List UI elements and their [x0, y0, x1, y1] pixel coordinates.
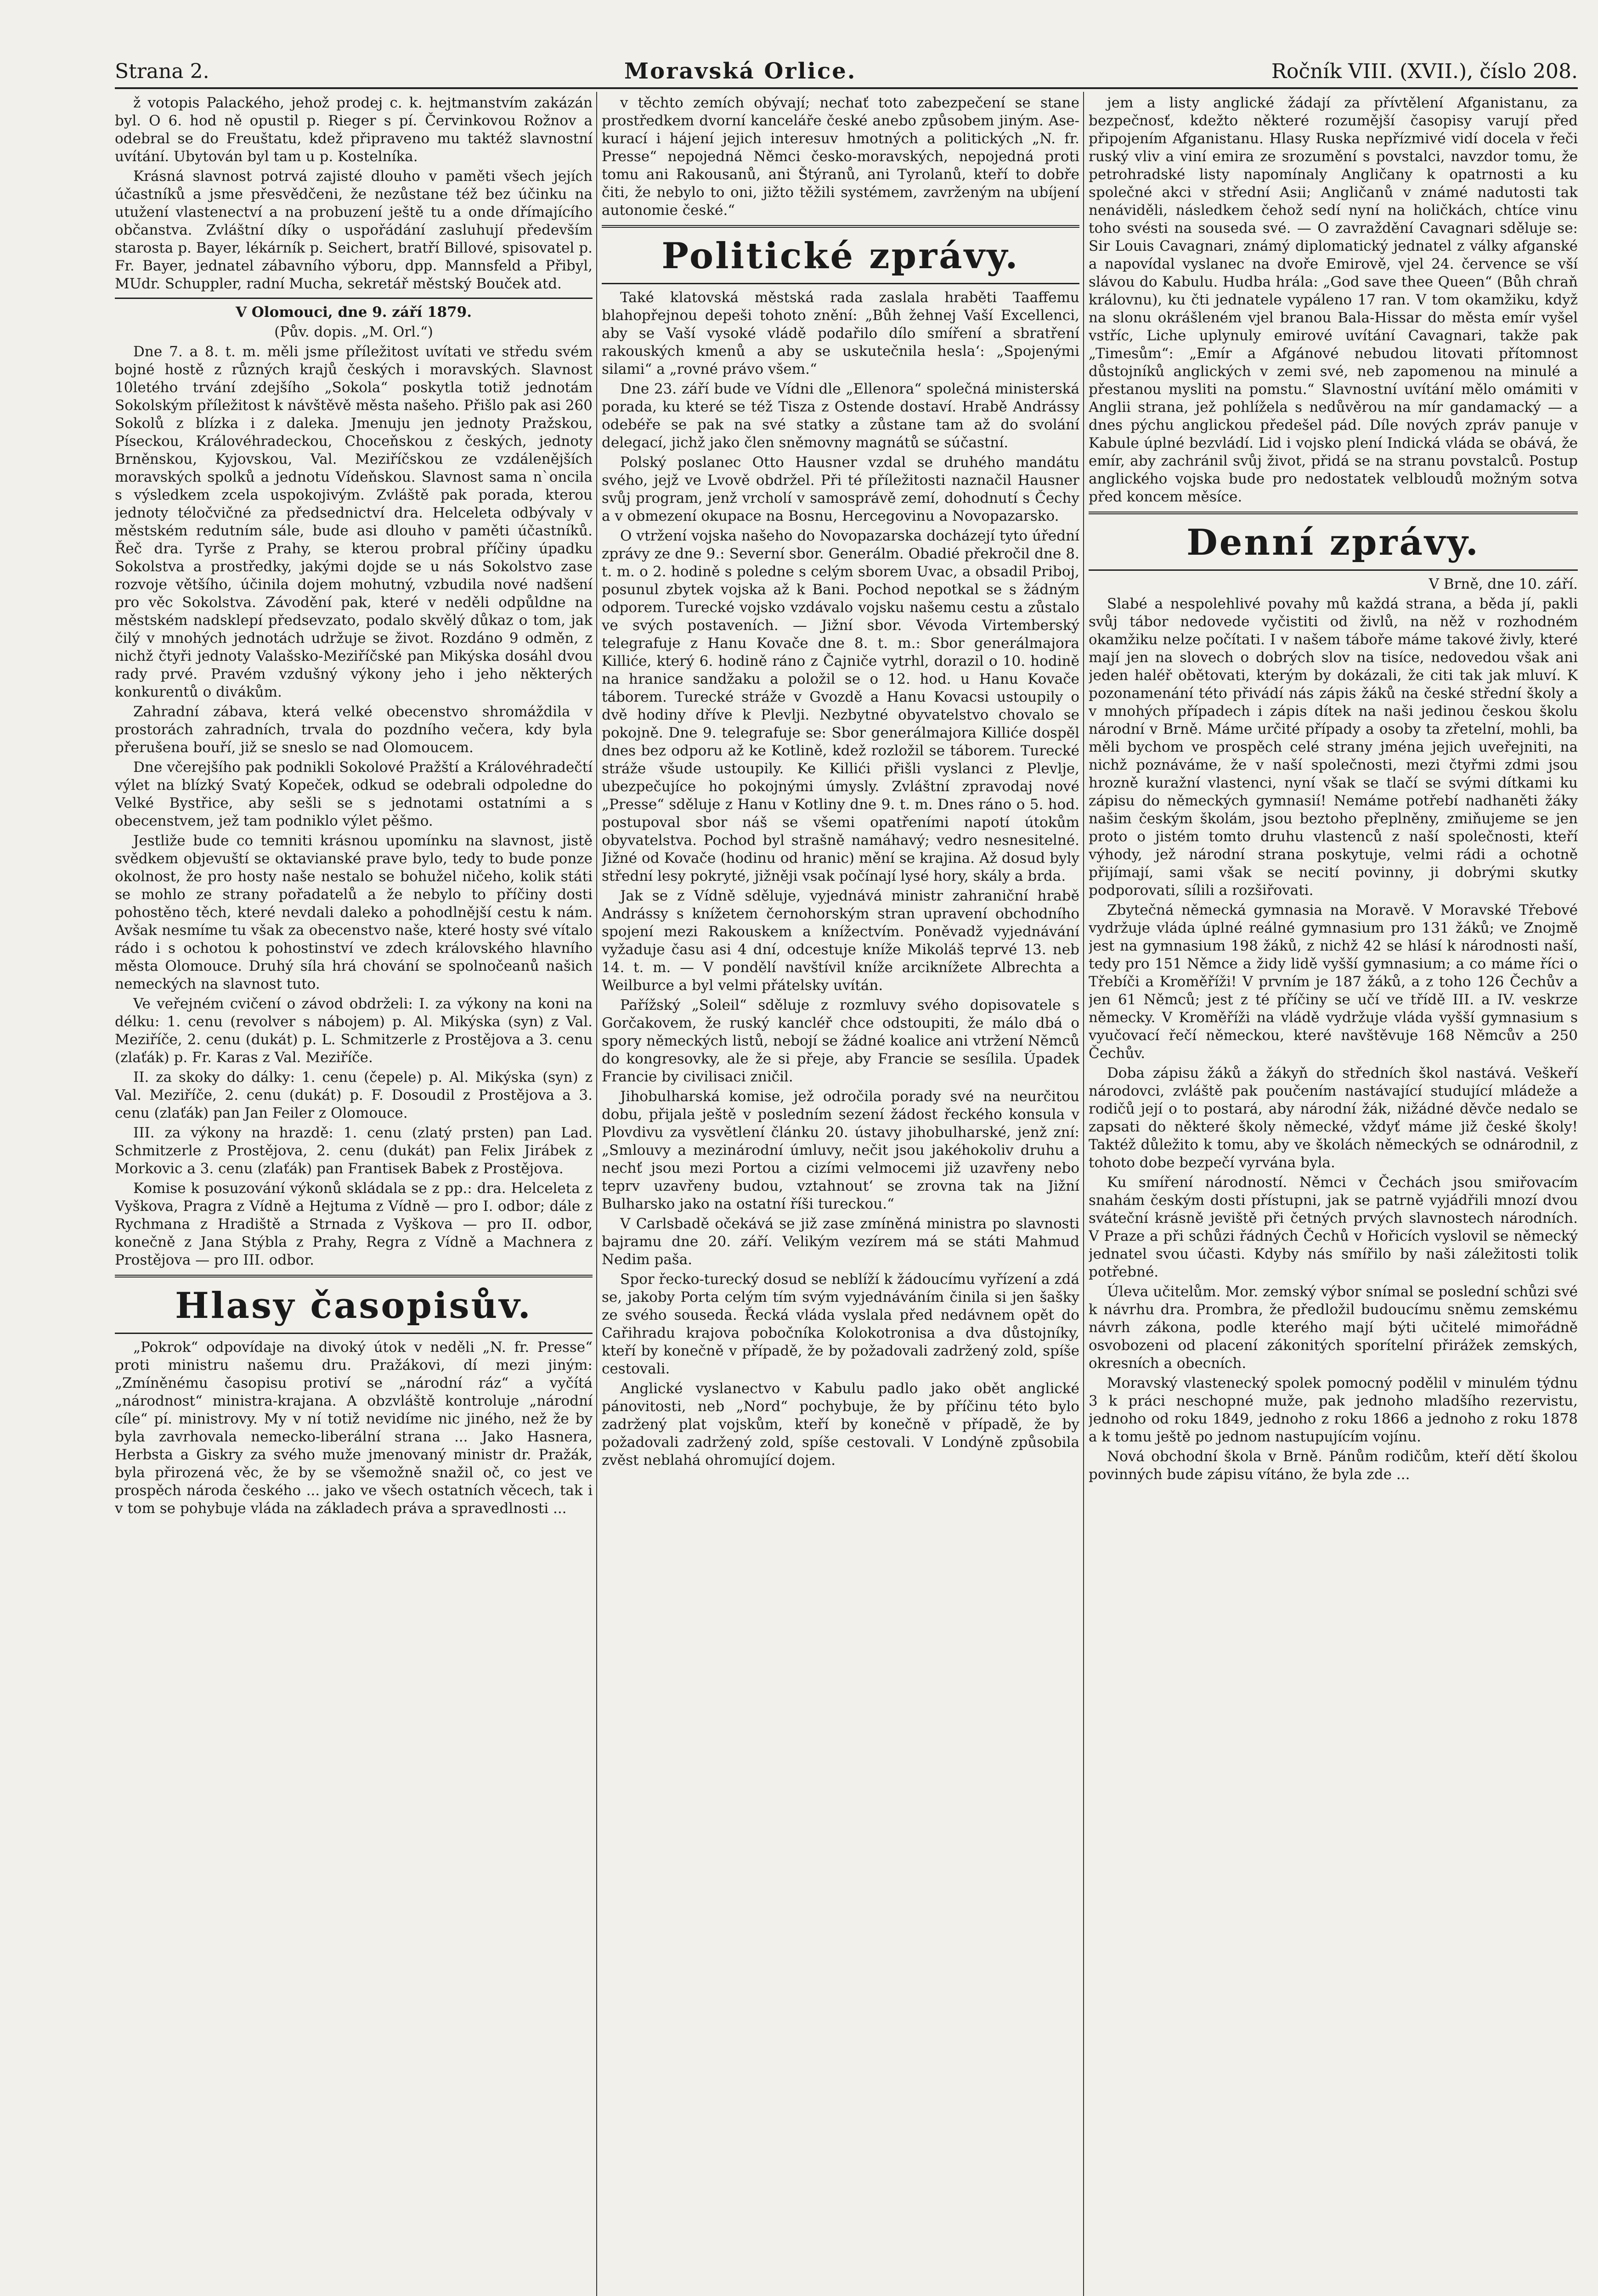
source-note: (Pův. dopis. „M. Orl.“)	[274, 324, 433, 340]
paragraph: Polský poslanec Otto Hausner vzdal se druhého mandátu svého, jejž ve Lvově obdržel. Při té příležitosti naznačil Hausner svůj program, jenž vrcholí v samosprávě zemí, dohodnutí s Čechy a v obmezení okupace na Bosnu, Hercegovinu a Novopazarsko.	[602, 454, 1079, 524]
column-divider	[1083, 92, 1084, 2296]
column-divider	[596, 92, 597, 2296]
paragraph: Zahradní zábava, která velké obecenstvo shromáždila v prostorách zahradních, trvala do pozdního večera, kdy byla přerušena bouří, již se sneslo se nad Olomoucem.	[115, 703, 593, 756]
paragraph: Anglické vyslanectvo v Kabulu padlo jako obět anglické pánovitosti, neb „Nord“ pochybuje, že by příčinu této bylo zadržený plat vojskům, kteří by konečně v případě, že by požadovali zadržený zold, spíše cestovali. V Londýně způsobila zvěst neblahá ohromující dojem.	[602, 1380, 1079, 1469]
divider	[1089, 569, 1578, 571]
section-title-hlasy: Hlasy časopisův.	[175, 1285, 532, 1327]
paragraph: O vtržení vojska našeho do Novopazarska docházejí tyto úřední zprávy ze dne 9.: Severní sbor. Generálm. Obadié překročil dne 8. t. m. o 2. hodině s poledne s celým sborem Uvac, a obsadil Priboj, posunul zbytek vojska až k Bani. Pochod nepotkal se s žádným odporem. Turecké vojsko vzdávalo vojsku našemu cestu a zůstalo ve svých postaveních. — Jižní sbor. Vévoda Virtemberský telegrafuje z Hanu Kovače dne 8. t. m.: Sbor generálmajora Killiće, který 6. hodině ráno z Čajniče vytrhl, dorazil o 10. hodině na hranice sandžaku a položil se o 12. hod. u Hanu Kovače táborem. Turecké stráže v Gvozdě a Hanu Kovacsi ustoupily o dvě hodiny dříve k Plevlji. Nezbytné obyvatelstvo chovalo se pokojně. Dne 9. telegrafuje se: Sbor generálmajora Killiće dospěl dnes bez odporu až ke Kotlině, kdež rozložil se táborem. Turecké stráže všude ustoupily. Ke Killići přišli vyslanci z Plevlje, ubezpečujíce ho pokojnými úmysly. Zvláštní zpravodaj nové „Presse“ sděluje z Hanu v Kotliny dne 9. t. m. Dnes ráno o 5. hod. postupoval sbor náš se všemi opatřeními napotí útokům obyvatelstva. Pochod byl strašně namáhavý; vedro nesnesitelné. Jižné od Kovače (hodinu od hranic) mění se krajina. Až dosud byly střední lesy pokryté, jižněji vsak počínají lysé hory, skály a brda.	[602, 528, 1079, 884]
divider	[602, 225, 1079, 228]
newspaper-title: Moravská Orlice.	[624, 58, 857, 84]
dateline: V Olomouci, dne 9. září 1879.	[235, 304, 472, 321]
section-title-politicke: Politické zprávy.	[661, 235, 1020, 277]
paragraph: II. za skoky do dálky: 1. cenu (čepele) p. Al. Mikýska (syn) z Val. Meziříče, 2. cenu (dukát) p. F. Dosoudil z Prostějova a 3. cenu (zlaťák) pan Jan Feiler z Olomouce.	[115, 1069, 593, 1121]
paragraph: Pařížský „Soleil“ sděluje z rozmluvy svého dopisovatele s Gorčakovem, že ruský kancléř chce odstoupiti, že málo dbá o spory německých listů, nebojí se žádné koalice ani vtržení Němců do kongresovky, ale že si přeje, aby Francie se sesílila. Úpadek Francie by civilisaci zničil.	[602, 997, 1079, 1085]
issue-info: Ročník VIII. (XVII.), číslo 208.	[1271, 59, 1578, 83]
divider	[602, 283, 1079, 284]
masthead	[115, 55, 1578, 87]
paragraph: Ku smíření národností. Němci v Čechách jsou smiřovacím snahám českým dosti přístupni, jak se patrně vyjádřili mnozí dvou sváteční krásně jeviště při četných prvých slavnostech národních. V Praze a při schůzi řádných Čechů v Hořicích vyslovil se německý jednatel svou účasti. Kdyby nás smířilo by naši záležitosti tolik potřebné.	[1089, 1174, 1578, 1280]
column-3	[1089, 94, 1578, 2296]
section-title-denni: Denní zprávy.	[1186, 522, 1480, 563]
paragraph: Úleva učitelům. Mor. zemský výbor snímal se poslední schůzi své k návrhu dra. Prombra, že předložil budoucímu sněmu zemskému návrh zákona, podle kterého mají býti učitelé mimořádně osvobozeni od placení zákonitých sporítelní přirážek zemských, okresních a obecních.	[1089, 1283, 1578, 1372]
paragraph: Dne včerejšího pak podnikli Sokolové Pražští a Královéhradečtí výlet na blízký Svatý Kopeček, odkud se odebrali odpoledne do Velké Bystřice, aby sešli se s jednotami ostatními a s obecenstvem, jež tam podniklo výlet pěšmo.	[115, 759, 593, 829]
paragraph: „Pokrok“ odpovídaje na divoký útok v neděli „N. fr. Presse“ proti ministru našemu dru. Pražákovi, dí mezi jiným: „Zmíněnému časopisu protiví se „národní ráz“ a vyčítá „národnost“ ministra-krajana. A obzvláště kontroluje „národní cíle“ pí. ministrovy. My v ní totiž nevidíme nic jiného, než že by byla zavrhovala nemecko-liberální strana ... Jako Hasnera, Herbsta a Giskry za svého muže jmenovaný ministr dr. Pražák, byla přirozená věc, že by se všemožně snažil oč, co jest ve prospěch národa českého ... jako ve všech ostatních věcech, tak i v tom se pohybuje vláda na základech práva a spravedlnosti ...	[115, 1339, 593, 1517]
divider	[1089, 512, 1578, 514]
paragraph: Také klatovská městská rada zaslala hraběti Taaffemu blahopřejnou depeši tohoto znění: „Bůh žehnej Vaší Excellenci, aby se Vaší vysoké vládě podařilo dílo smíření a sbratření rakouských kmenů a aby se uskutečnila heslaʻ: „Spojenými silami“ a „rovné právo všem.“	[602, 289, 1079, 377]
paragraph: Dne 23. září bude ve Vídni dle „Ellenora“ společná ministerská porada, ku které se též Tisza z Ostende dostaví. Hrabě Andrássy odebéře se pak na své statky a zůstane tam až do svolání delegací, jichž jako člen sněmovny magnátů se súčastní.	[602, 381, 1079, 451]
paragraph: ž votopis Palackého, jehož prodej c. k. hejtmanstvím zakázán byl. O 6. hod ně opustil p. Rieger s pí. Červinkovou Rožnov a odebral se do Freuštatu, kdež připraveno mu taktéž slavnostní uvítání. Ubytován byl tam u p. Kostelníka.	[115, 95, 593, 165]
paragraph: III. za výkony na hrazdě: 1. cenu (zlatý prsten) pan Lad. Schmitzerle z Prostějova, 2. cenu (dukát) pan Felix Jirábek z Morkovic a 3. cenu (zlaťák) pan Frantisek Babek z Prostějova.	[115, 1125, 593, 1177]
paragraph: Slabé a nespolehlivé povahy mů každá strana, a běda jí, pakli svůj tábor nedovede vyčistiti od živlů, na něž v rozhodném okamžiku nelze počítati. I v našem táboře máme takové živly, které mají jen na slovech o dobrých slov na tisíce, nedovedou však ani jeden haléř obětovati, kterým by dokázali, že citi tak jak mluví. K pozonamenání této přivádí nás zápis žáků na české střední školy a v mnohých případech i zápis dítek na naši jedinou českou školu národní v Brně. Máme určité případy a osoby ta zřetelní, mohli, ba měli bychom ve prospěch celé strany jména jejich uveřejniti, na nichž poznáváme, že v naší společnosti, mezi čtyřmi zdmi jsou hrozně kuražní vlastenci, nyní však se tlačí se svými dítkami ku zápisu do německých gymnasií! Nemáme potřebí nadhaněti žáky našim českým školám, jsou beztoho přeplněny, zmiňujeme se jen proto o jistém tomto druhu vlastenců z naší společnosti, kteří výhody, jež národní strana poskytuje, velmi rádi a ochotně přijímají, sami však se necití povinny, ji dobrými skutky podporovati, sílili a rozšiřovati.	[1089, 596, 1578, 899]
paragraph: Jak se z Vídně sděluje, vyjednává ministr zahraniční hrabě Andrássy s knížetem černohorským stran upravení obchodního spojení mezi Rakouskem a knížectvím. Poněvadž vyjednávání vyžaduje času asi 4 dní, odcestuje kníže Mikoláš teprvé 13. neb 14. t. m. — V pondělí navštívil kníže arciknížete Albrechta a Weilburce a byl velmi přátelsky uvítán.	[602, 888, 1079, 994]
paragraph: Nová obchodní škola v Brně. Pánům rodičům, kteří dětí školou povinných bude zápisu vítáno, že byla zde ...	[1089, 1448, 1578, 1483]
page-number: Strana 2.	[115, 59, 209, 83]
paragraph: Ve veřejném cvičení o závod obdrželi: I. za výkony na koni na délku: 1. cenu (revolver s nábojem) p. Al. Mikýska (syn) z Val. Meziříče, 2. cenu (dukát) p. L. Schmitzerle z Prostějova a 3. cenu (zlaťák) p. Fr. Karas z Val. Meziříče.	[115, 996, 593, 1066]
paragraph: Jihobulharská komise, jež odročila porady své na neurčitou dobu, přijala ještě v posledním sezení žádost řeckého konsula v Plovdivu za vysvětlení článku 20. ústavy jihobulharské, jenž zní: „Smlouvy a mezinárodní úmluvy, nečit jsou jakéhokoliv druhu a nechť jsou mezi Portou a cizími velmocemi již uzavřeny nebo teprv uzavřeny budou, vztahnoutʻ se zrovna tak na Jižní Bulharsko jako na ostatní říši tureckou.“	[602, 1088, 1079, 1212]
paragraph: Jestliže bude co temniti krásnou upomínku na slavnost, jistě svědkem objevuští se oktavianské prave bylo, tedy to bude ponze okolnost, že pro hosty naše nestalo se bohužel ničeho, kolik státi se mohlo ze strany pořadatelů a že nebylo to příčiny dosti pohostěno těch, které nevdali daleko a pohodlnější cestu k nám. Avšak nesmíme tu však za obecenstvo naše, které hosty své vítalo rádo i s ochotou k pohostinství ve zdech královského hlavního města Olomouce. Druhý síla hrá chování se spolnočeanů našich nemeckých na slavnost tuto.	[115, 833, 593, 992]
paragraph: Doba zápisu žáků a žákyň do středních škol nastává. Veškeří národovci, zvláště pak poučením nastávající studující mládeže a rodičů její o to postará, aby národní žák, nižádné děvče nedalo se zapsati do některé školy německé, vždyť máme již české školy! Taktéž důležito k tomu, aby ve školách německých se odnárodnil, z tohoto dobe bezpečí vyrvána byla.	[1089, 1065, 1578, 1171]
column-1	[115, 94, 593, 2296]
paragraph: Moravský vlastenecký spolek pomocný podělil v minulém týdnu 3 k práci neschopné muže, pak jednoho mladšího rezervistu, jednoho od roku 1849, jednoho z roku 1866 a jednoho z roku 1878 a k tomu ještě po jednom nastupujícím vojínu.	[1089, 1375, 1578, 1445]
paragraph: Zbytečná německá gymnasia na Moravě. V Moravské Třebové vydržuje vláda úplné reálné gymnasium pro 131 žáků; ve Znojmě jest na gymnasium 198 žáků, z nichž 42 se hlásí k národnosti naší, tedy pro 151 Němce a židy lidě vyšší gymnasium; a co máme říci o Třebíči a Kroměříži! V prvním je 187 žáků, a z toho 126 Čechův a jen 61 Němců; jest z té příčiny se učí ve třídě III. a IV. veskrze německy. V Kroměříži na vládě vydržuje vláda vyšší gymnasium s vyučovací řečí německou, které navštěvuje 168 Němcův a 250 Čechův.	[1089, 902, 1578, 1062]
column-2	[602, 94, 1079, 2296]
paragraph: Spor řecko-turecký dosud se neblíží k žádoucímu vyřízení a zdá se, jakoby Porta celým tím svým vyjednáváním činila si jen šašky ze svého souseda. Řecká vláda vyslala před nedávnem opět do Cařihradu krajova pobočníka Kolokotronisa a dva důstojníky, kteří by konečně v případě, že by požadovali zadržený zold, spíše cestovali.	[602, 1271, 1079, 1377]
divider	[115, 1333, 593, 1334]
paragraph: v těchto zemích obývají; nechať toto zabezpečení se stane prostředkem dvorní kanceláře české anebo způsobem jiným. Ase-kurací i hájení jejich interesuv hmotných a politických „N. fr. Presse“ nepojedná Němci česko-moravských, nepojedná proti tomu ani Rakousanů, ani Štýranů, ani Tyrolanů, kteří to dobře čiti, že nebylo to oni, jižto těžili systémem, zavrženým na ubíjení autonomie české.“	[602, 95, 1079, 219]
divider	[115, 298, 593, 299]
paragraph: Komise k posuzování výkonů skládala se z pp.: dra. Helceleta z Vyškova, Pragra z Vídně a Hejtuma z Vídně — pro I. odbor; dále z Rychmana z Hradiště a Strnada z Vyškova — pro II. odbor, konečně z Jana Stýbla z Prahy, Regra z Vídně a Machnera z Prostějova — pro III. odbor.	[115, 1180, 593, 1268]
header-rule	[115, 87, 1578, 89]
paragraph: Krásná slavnost potrvá zajisté dlouho v paměti všech jejích účastníků a jsme přesvědčeni, že nezůstane též bez účinku na utužení vlastenectví a na probuzení ještě tu a onde dřímajícího občanstva. Zvláštní díky o uspořádání zasluhují především starosta p. Bayer, lékárník p. Seichert, bratří Billové, spisovatel p. Fr. Bayer, jednatel zábavního výboru, dpp. Mannsfeld a Přibyl, MUdr. Schuppler, radní Mucha, sekretář městský Bouček atd.	[115, 168, 593, 292]
dateline: V Brně, dne 10. září.	[1429, 576, 1578, 592]
paragraph: V Carlsbadě očekává se již zase zmíněná ministra po slavnosti bajramu dne 20. září. Velikým vezírem má se státi Mahmud Nedim paša.	[602, 1216, 1079, 1268]
divider	[115, 1275, 593, 1277]
paragraph: Dne 7. a 8. t. m. měli jsme příležitost uvítati ve středu svém bojné hostě z různých krajů českých i moravských. Slavnost 10letého trvání zdejšího „Sokola“ poskytla totiž jednotám Sokolským příležitost k návštěvě města našeho. Přišlo pak asi 260 Sokolů z blízka i z daleka. Jmenuju jen jednoty Pražskou, Píseckou, Královéhradeckou, Choceňskou z českých, jednoty Brněnskou, Kyjovskou, Val. Meziříčskou ze vzdálenějších moravských spolků a jednotu Vídeňskou. Slavnost sama n`oncila s výsledkem zcela uspokojivým. Zvláště pak porada, kterou jednoty téločvičné za předsednictví dra. Helceleta odbývaly v městském redutním sále, bude asi dlouho v paměti účastníků. Řeč dra. Tyrše z Prahy, se kterou probral příčiny úpadku Sokolstva a prostředky, jakými dojde se u nás Sokolstvo zase rozvoje většího, účinila dojem mohutný, vzbudila nové nadšení pro věc Sokolstva. Závodění pak, které v neděli odpůldne na městském nadsklepí předsevzato, podalo skvělý důkaz o tom, jak čilý v mnohých jednotách udržuje se život. Rozdáno 9 odměn, z nichž čtyři jednoty Valašsko-Meziříčské pan Mikýska dosáhl dvou rady prvé. Pravém vzdušný výkony jeho i jeho některých konkurentů o divákům.	[115, 343, 593, 700]
paragraph: jem a listy anglické žádají za přívtělení Afganistanu, za bezpečnosť, kdežto některé rozumější časopisy varují před připojením Afganistanu. Hlasy Ruska nepřízmivé vidí docela v řeči ruský vliv a viní emira ze srozumění s povstalci, navzdor tomu, že petrohradské listy napomínaly Angličany k opatrnosti a ku společné akci v střední Asii; Angličanů v známé nadutosti tak nenáviděli, následkem čehož sedí nyní na holičkách, chtíce vinu toho svésti na souseda své. — O zavraždění Cavagnari sděluje se: Sir Louis Cavagnari, známý diplomatický jednatel z války afganské a napovídal vyslanec na dvoře Emirově, vjel 24. července se vší slávou do Kabulu. Hudba hrála: „God save thee Queen“ (Bůh chraň královnu), ku čti jednatele vypáleno 17 ran. V tom okamžiku, když na slonu okrášleném vjel branou Bala-Hissar do města emír vyšel vstříc, Liche uplynuly emirové uvítání Cavagnari, takže pak „Timesům“: „Emír a Afgánové nebudou litovati přítomnost důstojníků anglických v zemi své, neb zapomenou na minulé a přestanou mysliti na pomstu.“ Slavnostní uvítání mělo omámiti v Anglii strana, jež pohlížela s nedůvěrou na mír gandamacký — a dnes pýchu anglickou předešel pád. Díle nových zpráv panuje v Kabule úplné bezvládí. Lid i vojsko plení Indická vláda se obává, že emír, aby zachránil svůj život, přidá se na stranu povstalců. Postup anglického vojska bude pro nedostatek velbloudů možným sotva před koncem měsíce.	[1089, 95, 1578, 505]
